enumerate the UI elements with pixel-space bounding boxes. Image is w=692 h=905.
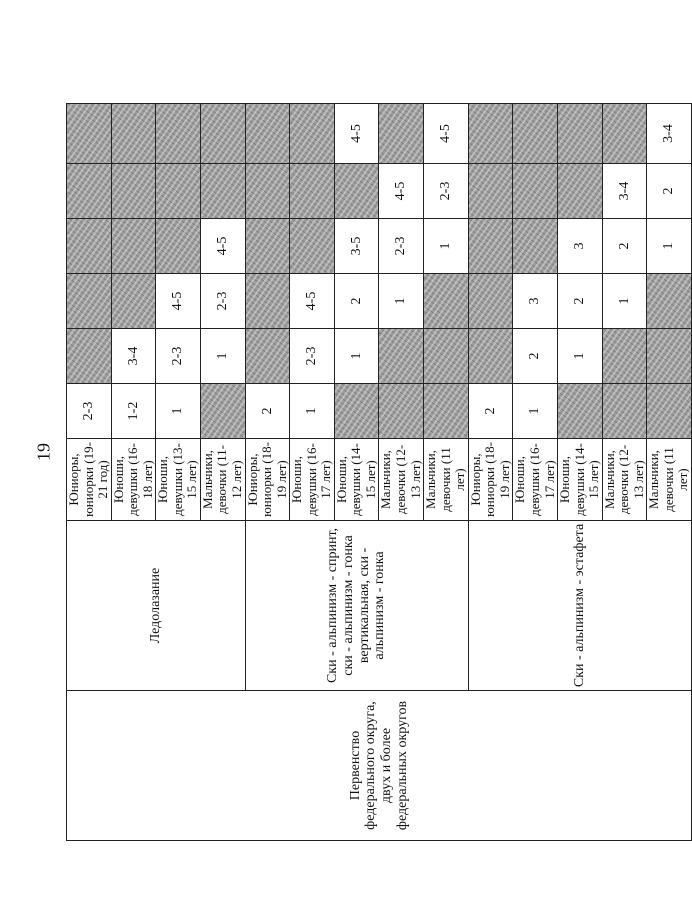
shaded-empty-cell	[245, 329, 290, 384]
shaded-empty-cell	[424, 329, 469, 384]
shaded-empty-cell	[67, 219, 112, 274]
place-range-cell: 1	[558, 329, 603, 384]
place-range-cell: 4-5	[379, 164, 424, 219]
place-range-cell: 3-4	[602, 164, 647, 219]
place-range-cell: 3-4	[647, 104, 692, 164]
place-range-cell: 1	[334, 329, 379, 384]
place-range-cell: 2	[647, 164, 692, 219]
place-range-cell: 2	[602, 219, 647, 274]
place-range-cell: 2	[468, 384, 513, 439]
place-range-cell: 2	[245, 384, 290, 439]
place-range-cell: 2-3	[290, 329, 335, 384]
shaded-empty-cell	[245, 104, 290, 164]
shaded-empty-cell	[647, 329, 692, 384]
shaded-empty-cell	[111, 219, 156, 274]
shaded-empty-cell	[156, 219, 201, 274]
shaded-empty-cell	[67, 329, 112, 384]
rotated-table-wrapper	[66, 104, 691, 841]
shaded-empty-cell	[602, 329, 647, 384]
shaded-empty-cell	[290, 104, 335, 164]
age-group-cell: Юноши, девушки (13-15 лет)	[156, 439, 201, 521]
shaded-empty-cell	[334, 164, 379, 219]
shaded-empty-cell	[290, 219, 335, 274]
age-group-cell: Мальчики, девочки (12-13 лет)	[602, 439, 647, 521]
classification-table	[66, 103, 692, 841]
shaded-empty-cell	[156, 164, 201, 219]
age-group-cell: Юниоры, юниорки (19-21 год)	[67, 439, 112, 521]
place-range-cell: 2-3	[67, 384, 112, 439]
place-range-cell: 4-5	[200, 219, 245, 274]
age-group-cell: Юноши, девушки (16-17 лет)	[290, 439, 335, 521]
place-range-cell: 3-5	[334, 219, 379, 274]
shaded-empty-cell	[513, 219, 558, 274]
place-range-cell: 4-5	[334, 104, 379, 164]
shaded-empty-cell	[602, 384, 647, 439]
shaded-empty-cell	[468, 219, 513, 274]
place-range-cell: 2-3	[200, 274, 245, 329]
place-range-cell: 2	[558, 274, 603, 329]
shaded-empty-cell	[558, 384, 603, 439]
shaded-empty-cell	[67, 104, 112, 164]
shaded-empty-cell	[513, 104, 558, 164]
shaded-empty-cell	[647, 274, 692, 329]
place-range-cell: 2-3	[156, 329, 201, 384]
place-range-cell: 4-5	[424, 104, 469, 164]
place-range-cell: 3-4	[111, 329, 156, 384]
scanned-table-area	[66, 104, 691, 841]
place-range-cell: 1-2	[111, 384, 156, 439]
place-range-cell: 1	[200, 329, 245, 384]
shaded-empty-cell	[602, 104, 647, 164]
shaded-empty-cell	[468, 104, 513, 164]
shaded-empty-cell	[468, 164, 513, 219]
place-range-cell: 1	[156, 384, 201, 439]
table-row	[67, 104, 112, 841]
shaded-empty-cell	[200, 164, 245, 219]
age-group-cell: Мальчики, девочки (11 лет)	[424, 439, 469, 521]
table-body	[67, 104, 692, 841]
shaded-empty-cell	[558, 104, 603, 164]
shaded-empty-cell	[468, 329, 513, 384]
shaded-empty-cell	[156, 104, 201, 164]
place-range-cell: 1	[379, 274, 424, 329]
place-range-cell: 1	[424, 219, 469, 274]
shaded-empty-cell	[379, 329, 424, 384]
shaded-empty-cell	[245, 274, 290, 329]
age-group-cell: Мальчики, девочки (11-12 лет)	[200, 439, 245, 521]
age-group-cell: Юниоры, юниорки (18-19 лет)	[468, 439, 513, 521]
place-range-cell: 2	[334, 274, 379, 329]
shaded-empty-cell	[558, 164, 603, 219]
shaded-empty-cell	[513, 164, 558, 219]
shaded-empty-cell	[468, 274, 513, 329]
place-range-cell: 3	[513, 274, 558, 329]
shaded-empty-cell	[647, 384, 692, 439]
shaded-empty-cell	[111, 274, 156, 329]
shaded-empty-cell	[424, 274, 469, 329]
shaded-empty-cell	[379, 104, 424, 164]
discipline-cell: Ски - альпинизм - эстафета	[468, 521, 691, 691]
shaded-empty-cell	[424, 384, 469, 439]
place-range-cell: 4-5	[290, 274, 335, 329]
place-range-cell: 2-3	[379, 219, 424, 274]
competition-cell: Первенство федерального округа, двух и более федеральных округов	[67, 691, 692, 841]
shaded-empty-cell	[200, 384, 245, 439]
shaded-empty-cell	[200, 104, 245, 164]
place-range-cell: 4-5	[156, 274, 201, 329]
shaded-empty-cell	[334, 384, 379, 439]
shaded-empty-cell	[67, 274, 112, 329]
place-range-cell: 1	[647, 219, 692, 274]
age-group-cell: Юноши, девушки (14-15 лет)	[558, 439, 603, 521]
age-group-cell: Юноши, девушки (16-17 лет)	[513, 439, 558, 521]
age-group-cell: Мальчики, девочки (12-13 лет)	[379, 439, 424, 521]
shaded-empty-cell	[111, 164, 156, 219]
place-range-cell: 1	[513, 384, 558, 439]
shaded-empty-cell	[245, 219, 290, 274]
place-range-cell: 2	[513, 329, 558, 384]
discipline-cell: Ски - альпинизм - спринт, ски - альпинизм - гонка вертикальная, ски - альпинизм - гонка	[245, 521, 468, 691]
shaded-empty-cell	[67, 164, 112, 219]
place-range-cell: 1	[602, 274, 647, 329]
age-group-cell: Юниоры, юниорки (18-19 лет)	[245, 439, 290, 521]
place-range-cell: 2-3	[424, 164, 469, 219]
shaded-empty-cell	[290, 164, 335, 219]
discipline-cell: Ледолазание	[67, 521, 246, 691]
age-group-cell: Мальчики, девочки (11 лет)	[647, 439, 692, 521]
age-group-cell: Юноши, девушки (14-15 лет)	[334, 439, 379, 521]
age-group-cell: Юноши, девушки (16-18 лет)	[111, 439, 156, 521]
shaded-empty-cell	[379, 384, 424, 439]
shaded-empty-cell	[111, 104, 156, 164]
place-range-cell: 1	[290, 384, 335, 439]
place-range-cell: 3	[558, 219, 603, 274]
page-number: 19	[33, 443, 54, 461]
shaded-empty-cell	[245, 164, 290, 219]
